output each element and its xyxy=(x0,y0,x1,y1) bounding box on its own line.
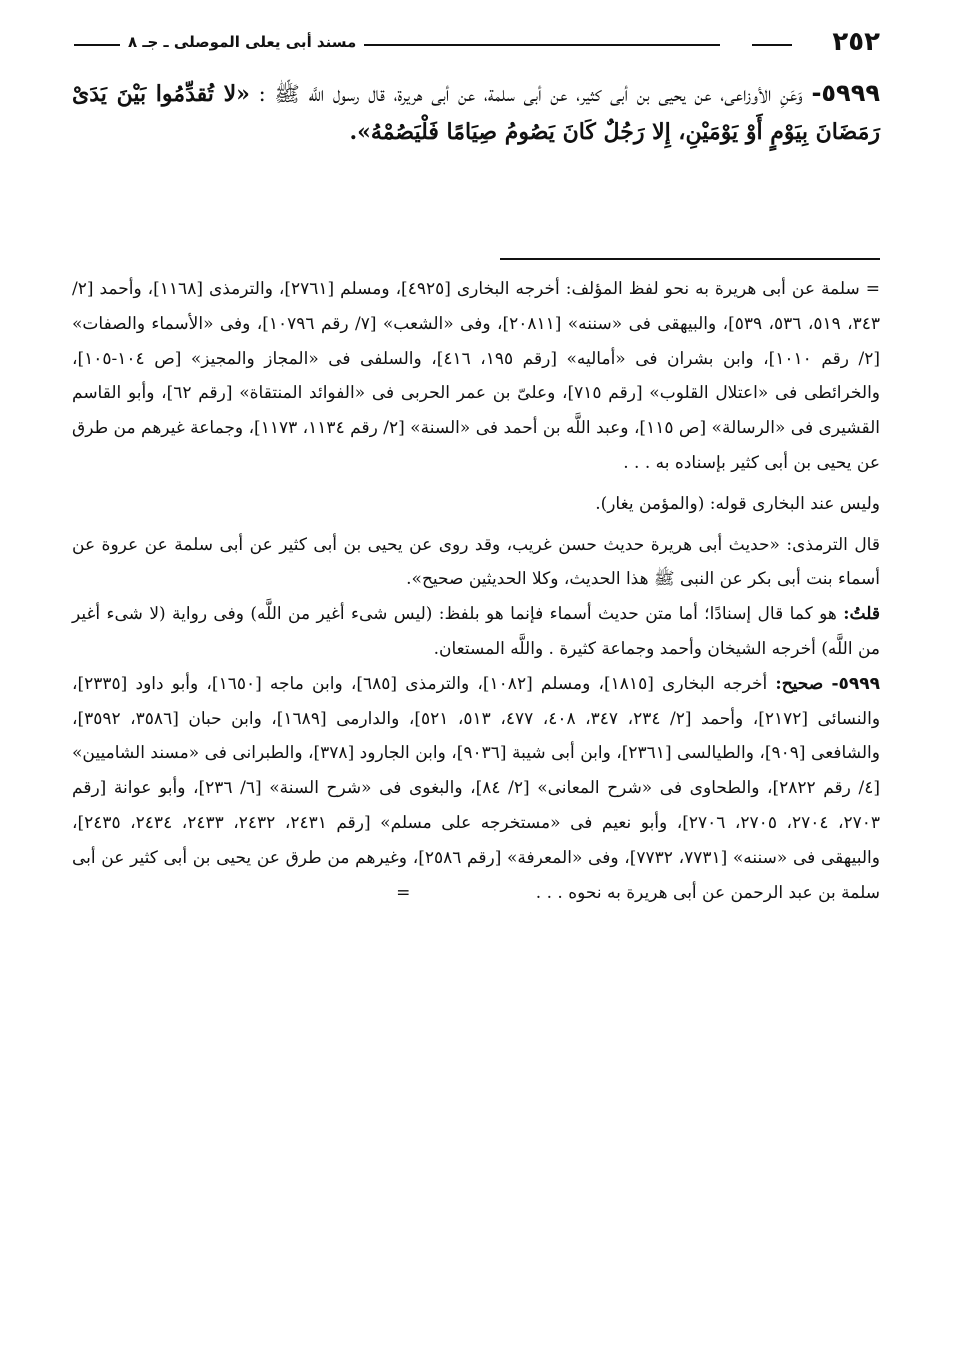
header-rule-right xyxy=(752,44,792,46)
footnote-text: هو كما قال إسنادًا؛ أما متن حديث أسماء فإنما هو بلفظ: (ليس شىء أغير من اللَّه) وفى رواية (لا شىء أغير من اللَّه) أخرجه الشيخان وأحمد وجماعة كثيرة . واللَّه المستعان. xyxy=(72,604,880,659)
hadith-intro: وَعَنِ الأوزاعى، عن يحيى بن أبى كثير، عن أبى سلمة، عن أبى هريرة، قال رسول اللَّه ﷺ : xyxy=(258,82,803,106)
footnote-divider xyxy=(500,258,880,260)
footnote-number: ٥٩٩٩- xyxy=(831,673,881,694)
continuation-marker: = xyxy=(865,279,880,299)
hadith-number: ٥٩٩٩- xyxy=(811,79,880,107)
trailing-marker: = xyxy=(396,882,411,903)
hadith-quote: «لا تُقدِّمُوا بَيْنَ يَدَىْ رَمَضَانَ بِيَوْمٍ أَوْ يَوْمَيْنِ، إِلا رَجُلٌ كَانَ يَصُومُ صِيَامًا فَلْيَصُمْهُ». xyxy=(72,81,880,145)
footnote-paragraph: قال الترمذى: «حديث أبى هريرة حديث حسن غريب، وقد روى عن يحيى بن أبى كثير عن أبى سلمة عن عروة عن أسماء بنت أبى بكر عن النبى ﷺ هذا الحديث، وكلا الحديثين صحيح». xyxy=(72,534,880,590)
page-number: ٢٥٢ xyxy=(832,27,880,57)
grading-label: صحيح: xyxy=(775,673,824,694)
book-title: مسند أبى يعلى الموصلى ـ جـ ٨ xyxy=(120,26,364,58)
page-header xyxy=(74,22,880,66)
footnote-paragraph xyxy=(72,597,880,667)
footnote-paragraph xyxy=(72,667,880,911)
footnote-paragraph: وليس عند البخارى قوله: (والمؤمن يغار). xyxy=(595,493,880,514)
footnote-paragraph xyxy=(72,272,880,481)
footnotes xyxy=(72,272,880,910)
hadith-text xyxy=(72,74,880,151)
footnote-text: سلمة عن أبى هريرة به نحو لفظ المؤلف: أخرجه البخارى [٤٩٢٥]، ومسلم [٢٧٦١]، والترمذى [١١٦٨]، وأحمد [٢/ ٣٤٣، ٥١٩، ٥٣٦، ٥٣٩]، والبيهقى فى «سننه» [٢٠٨١١]، وفى «الشعب» [٧/ رقم ١٠٧٩٦]، وفى «الأسماء والصفات» [٢/ رقم ١٠١٠]، وابن بشران فى «أماليه» [رقم ١٩٥، ٤١٦]، والسلفى فى «المجاز والمجيز» [ص ١٠٤-١٠٥]، والخرائطى فى «اعتلال القلوب» [رقم ٧١٥]، وعلىّ بن عمر الحربى فى «الفوائد المنتقاة» [رقم ٦٢]، وأبو القاسم القشيرى فى «الرسالة» [ص ١١٥]، وعبد اللَّه بن أحمد فى «السنة» [٢/ رقم ١١٣٤، ١١٧٣]، وجماعة غيرهم من طرق عن يحيى بن أبى كثير بإسناده به . . . xyxy=(72,279,881,473)
footnote-text: أخرجه البخارى [١٨١٥]، ومسلم [١٠٨٢]، والترمذى [٦٨٥]، وابن ماجه [١٦٥٠]، وأبو داود [٢٣٣٥]، والنسائى [٢١٧٢]، وأحمد [٢/ ٢٣٤، ٣٤٧، ٤٠٨، ٤٧٧، ٥١٣، ٥٢١]، والدارمى [١٦٨٩]، وابن حبان [٣٥٨٦، ٣٥٩٢]، والشافعى [٩٠٩]، والطيالسى [٢٣٦١]، وابن أبى شيبة [٩٠٣٦]، وابن الجارود [٣٧٨]، والطبرانى فى «مسند الشاميين» [٤/ رقم ٢٨٢٢]، والطحاوى فى «شرح المعانى» [٢/ ٨٤]، والبغوى فى «شرح السنة» [٦/ ٢٣٦]، وأبو عوانة [رقم ٢٧٠٣، ٢٧٠٤، ٢٧٠٥، ٢٧٠٦]، وأبو نعيم فى «مستخرجه على مسلم» [رقم ٢٤٣١، ٢٤٣٢، ٢٤٣٣، ٢٤٣٤، ٢٤٣٥]، والبيهقى فى «سننه» [٧٧٣١، ٧٧٣٢]، وفى «المعرفة» [رقم ٢٥٨٦]، وغيرهم من طرق عن يحيى بن أبى كثير عن أبى سلمة بن عبد الرحمن عن أبى هريرة به نحوه . . . xyxy=(72,673,881,903)
author-comment-label: قلتُ: xyxy=(843,604,880,625)
